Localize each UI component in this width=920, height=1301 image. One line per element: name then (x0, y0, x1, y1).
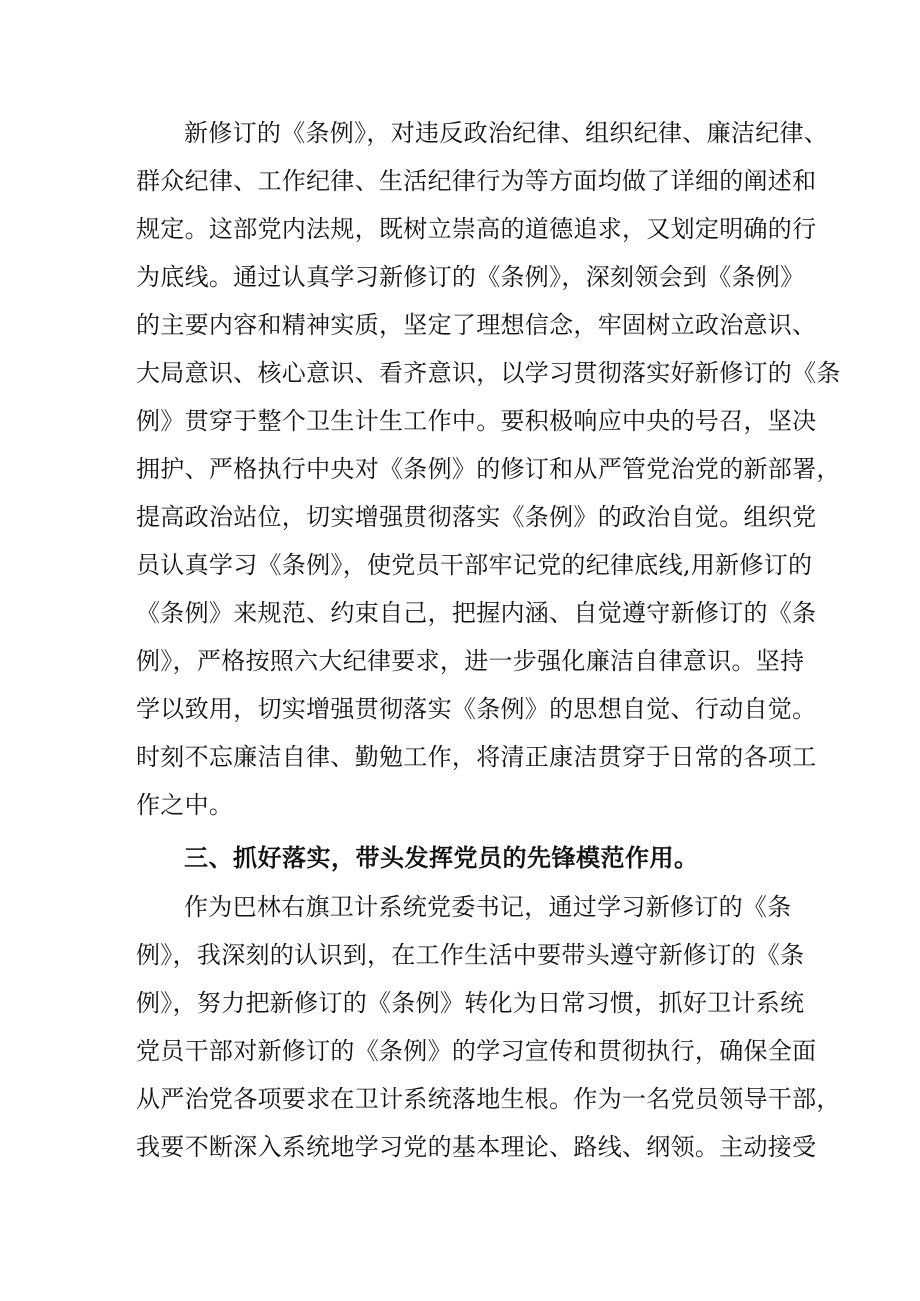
paragraph-1-line-7: 例》贯穿于整个卫生计生工作中。要积极响应中央的号召，坚决 (136, 407, 817, 435)
paragraph-2-line-1: 作为巴林右旗卫计系统党委书记，通过学习新修订的《条 (184, 893, 792, 921)
paragraph-1-line-13: 学以致用，切实增强贯彻落实《条例》的思想自觉、行动自觉。 (136, 695, 817, 723)
paragraph-1-line-6: 大局意识、核心意识、看齐意识，以学习贯彻落实好新修订的《条 (136, 359, 841, 387)
paragraph-1-line-14: 时刻不忘廉洁自律、勤勉工作，将清正康洁贯穿于日常的各项工 (136, 743, 817, 771)
paragraph-1-line-9: 提高政治站位，切实增强贯彻落实《条例》的政治自觉。组织党 (136, 503, 817, 531)
paragraph-1-line-3: 规定。这部党内法规，既树立崇高的道德追求，又划定明确的行 (136, 215, 817, 243)
paragraph-1-line-15: 作之中。 (136, 791, 234, 819)
paragraph-2-line-3: 例》，努力把新修订的《条例》转化为日常习惯，抓好卫计系统 (136, 989, 805, 1017)
paragraph-2-line-2: 例》，我深刻的认识到，在工作生活中要带头遵守新修订的《条 (136, 941, 805, 969)
paragraph-1-line-2: 群众纪律、工作纪律、生活纪律行为等方面均做了详细的阐述和 (136, 167, 817, 195)
paragraph-2-line-4: 党员干部对新修订的《条例》的学习宣传和贯彻执行，确保全面 (136, 1037, 817, 1065)
paragraph-1-line-10: 员认真学习《条例》，使党员干部牢记党的纪律底线,用新修订的 (136, 551, 813, 579)
paragraph-1-line-8: 拥护、严格执行中央对《条例》的修订和从严管党治党的新部署， (136, 455, 841, 483)
section-heading-3: 三、抓好落实，带头发挥党员的先锋模范作用。 (184, 844, 699, 872)
paragraph-2-line-5: 从严治党各项要求在卫计系统落地生根。作为一名党员领导干部， (136, 1085, 841, 1113)
paragraph-1-line-1: 新修订的《条例》，对违反政治纪律、组织纪律、廉洁纪律、 (184, 119, 829, 147)
paragraph-2-line-6: 我要不断深入系统地学习党的基本理论、路线、纲领。主动接受 (136, 1133, 817, 1161)
paragraph-1-line-11: 《条例》来规范、约束自己，把握内涵、自觉遵守新修订的《条 (136, 599, 817, 627)
paragraph-1-line-12: 例》，严格按照六大纪律要求，进一步强化廉洁自律意识。坚持 (136, 647, 805, 675)
paragraph-1-line-5: 的主要内容和精神实质，坚定了理想信念，牢固树立政治意识、 (136, 311, 817, 339)
paragraph-1-line-4: 为底线。通过认真学习新修订的《条例》，深刻领会到《条例》 (136, 263, 805, 291)
